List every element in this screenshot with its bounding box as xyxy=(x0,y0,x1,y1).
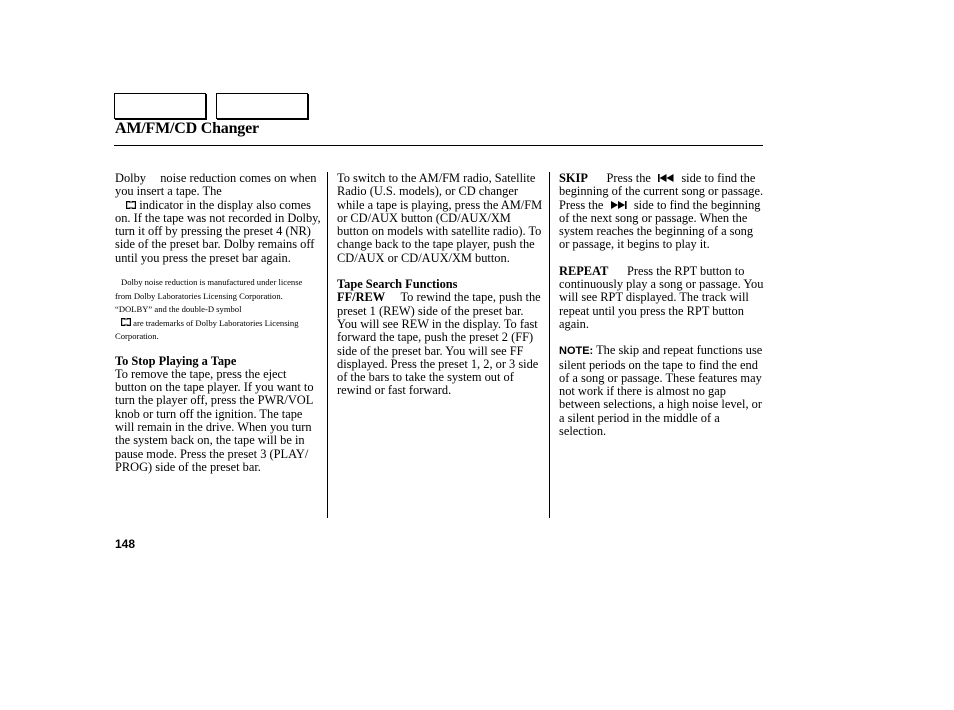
page-number: 148 xyxy=(115,537,136,551)
stop-heading: To Stop Playing a Tape xyxy=(115,353,237,368)
switch-paragraph: To switch to the AM/FM radio, Satellite Radio (U.S. models), or CD changer while a tape is playing, press the AM/FM or CD/AUX button (CD/AUX/XM button on models with satellite radio). To change back to the tape player, push the CD/AUX or CD/AUX/XM button. xyxy=(337,171,543,265)
dolby-paragraph xyxy=(115,172,321,265)
dolby-text-a: Dolby xyxy=(115,171,146,185)
column-divider-1 xyxy=(327,172,328,518)
column-1 xyxy=(115,172,321,474)
nav-tab-2[interactable] xyxy=(216,93,308,119)
repeat-paragraph xyxy=(559,265,764,331)
note-body: The skip and repeat functions use silent periods on the tape to find the end of a song or passage. These features may not work if there is almost no gap between selections, a high noise level, or a silent period in the middle of a selection. xyxy=(559,343,763,439)
section-title: AM/FM/CD Changer xyxy=(115,120,259,137)
column-2 xyxy=(337,172,545,398)
stop-body: To remove the tape, press the eject button on the tape player. If you want to turn the player off, press the PWR/VOL knob or turn off the ignition. The tape will remain in the drive. When you turn the system back on, the tape will be in pause mode. Press the preset 3 (PLAY/ PROG) side of the preset bar. xyxy=(115,366,314,474)
nav-tab-1[interactable] xyxy=(114,93,206,119)
ffrew-paragraph xyxy=(337,291,545,397)
note-label: NOTE: xyxy=(559,345,594,358)
skip-text-a: Press the xyxy=(606,171,651,185)
ffrew-body: To rewind the tape, push the preset 1 (REW) side of the preset bar. You will see REW in the display. To fast forward the tape, push the preset 2 (FF) side of the preset bar. You will see FF displayed. Press the preset 1, 2, or 3 side of the bars to take the system out of rewind or fast forward. xyxy=(337,290,541,398)
dolby-double-d-icon xyxy=(149,172,157,185)
repeat-body: Press the RPT button to continuously play a song or passage. You will see RPT displayed. The track will repeat until you press the RPT button again. xyxy=(559,263,764,331)
dolby-double-d-icon xyxy=(121,317,131,331)
dolby-text-c: indicator in the display also comes on. If the tape was not recorded in Dolby, turn it off by pressing the preset 4 (NR) side of the preset bar. Dolby remains off until you press the preset bar again. xyxy=(115,197,321,265)
trademark-text-b: are trademarks of Dolby Laboratories Licensing Corporation. xyxy=(115,317,299,342)
column-3 xyxy=(559,172,764,438)
skip-label: SKIP xyxy=(559,171,588,185)
header-rule xyxy=(114,145,763,146)
trademark-text-a: Dolby noise reduction is manufactured under license from Dolby Laboratories Licensing Corporation. “DOLBY” and the double-D symbol xyxy=(115,277,303,315)
dolby-double-d-icon xyxy=(126,199,136,212)
ffrew-label: FF/REW xyxy=(337,290,386,305)
skip-back-icon xyxy=(657,172,675,185)
note-paragraph xyxy=(559,344,764,438)
skip-text-c: side to find the beginning of the next song or passage. When the system reaches the beginning of a song or passage, it begins to play it. xyxy=(559,197,761,252)
skip-text-b: side to find the beginning of the current song or passage. Press the xyxy=(559,171,764,212)
dolby-text-b: noise reduction comes on when you insert a tape. The xyxy=(115,171,317,199)
repeat-label: REPEAT xyxy=(559,263,609,278)
skip-forward-icon xyxy=(610,199,628,212)
dolby-trademark-note xyxy=(115,276,321,344)
skip-paragraph xyxy=(559,172,764,252)
tape-search-heading: Tape Search Functions xyxy=(337,277,458,292)
column-divider-2 xyxy=(549,172,550,518)
